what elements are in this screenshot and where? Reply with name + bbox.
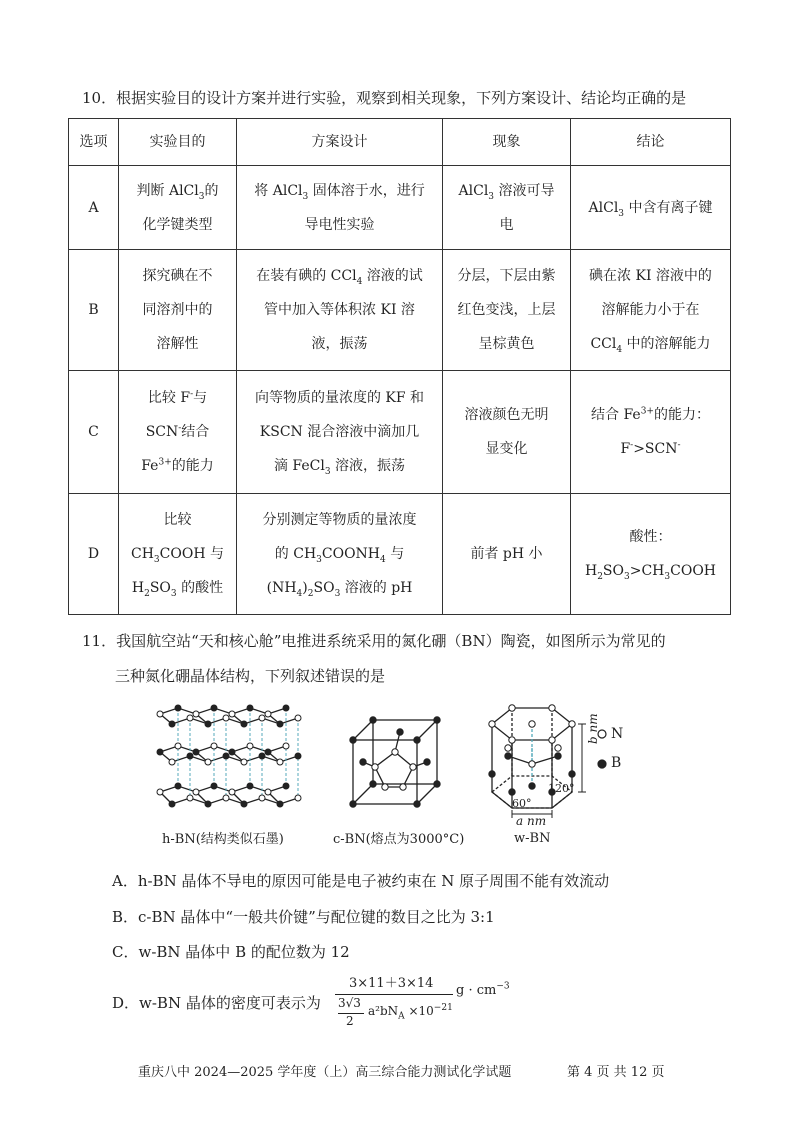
cell-option: A xyxy=(69,166,119,250)
header-conclusion: 结论 xyxy=(571,119,731,166)
formula-numerator: 3×11＋3×14 xyxy=(349,976,434,991)
formula-coef-den: 2 xyxy=(346,1014,354,1028)
cell-purpose: 比较 F-与 SCN-结合 $Fe^{3+}$的能力 xyxy=(119,371,237,494)
option-c: C．w-BN 晶体中 B 的配位数为 12 xyxy=(112,943,350,961)
experiment-table xyxy=(68,118,731,615)
legend-n-label: N xyxy=(611,726,624,742)
formula-coef-num: 3√3 xyxy=(338,996,361,1010)
cell-conclusion: AlCl$_3$ 中含有离子键 xyxy=(571,166,731,250)
footer-page-number: 第 4 页 共 12 页 xyxy=(567,1065,665,1080)
cell-design: 将 AlCl$_3$ 固体溶于水，进行 导电性实验 xyxy=(237,166,443,250)
table-row xyxy=(69,166,731,250)
cell-phenomenon: AlCl$_3$ 溶液可导 电 xyxy=(443,166,571,250)
cell-phenomenon: 前者 pH 小 xyxy=(443,494,571,615)
table-row xyxy=(69,494,731,615)
cbn-caption: c-BN(熔点为3000°C) xyxy=(333,832,465,847)
header-design: 方案设计 xyxy=(237,119,443,166)
wbn-angle-120: 120° xyxy=(548,782,575,795)
question-11-subtitle: 三种氮化硼晶体结构，下列叙述错误的是 xyxy=(115,667,386,685)
wbn-angle-60: 60° xyxy=(512,797,532,810)
option-b: B．c-BN 晶体中“一般共价键”与配位键的数目之比为 3:1 xyxy=(112,908,495,926)
legend-b-label: B xyxy=(611,755,622,771)
table-row xyxy=(69,371,731,494)
cell-purpose: 判断 AlCl$_3$的 化学键类型 xyxy=(119,166,237,250)
table-row xyxy=(69,250,731,371)
wbn-a-length: a nm xyxy=(516,814,547,828)
cell-design: 分别测定等物质的量浓度 的 $CH_3COONH_4$ 与 $(NH_4)_2SO_3$ 溶液的 pH xyxy=(237,494,443,615)
cell-option: D xyxy=(69,494,119,615)
cell-phenomenon: 溶液颜色无明 显变化 xyxy=(443,371,571,494)
table-header-row xyxy=(69,119,731,166)
cbn-structure-diagram xyxy=(345,712,445,812)
formula-unit: $g \cdot cm^{-3}$ xyxy=(456,981,510,998)
option-d: D．w-BN 晶体的密度可表示为 xyxy=(112,994,321,1012)
question-10-title: 10．根据实验目的设计方案并进行实验，观察到相关现象，下列方案设计、结论均正确的是 xyxy=(82,89,687,107)
cell-option: C xyxy=(69,371,119,494)
header-purpose: 实验目的 xyxy=(119,119,237,166)
cell-design: 向等物质的量浓度的 KF 和 KSCN 混合溶液中滴加几 滴 FeCl$_3$ 溶液，振荡 xyxy=(237,371,443,494)
header-option: 选项 xyxy=(69,119,119,166)
legend-b-marker xyxy=(598,760,606,768)
hbn-layer-top xyxy=(160,708,298,724)
cell-conclusion: 结合 $Fe^{3+}$的能力： F->SCN- xyxy=(571,371,731,494)
hbn-layer-bottom xyxy=(160,786,298,804)
cell-option: B xyxy=(69,250,119,371)
cell-phenomenon: 分层，下层由紫 红色变浅，上层 呈棕黄色 xyxy=(443,250,571,371)
wbn-caption: w-BN xyxy=(514,831,551,846)
cell-purpose: 比较 $CH_3COOH$ 与 $H_2SO_3$ 的酸性 xyxy=(119,494,237,615)
footer-exam-title: 重庆八中 2024—2025 学年度（上）高三综合能力测试化学试题 xyxy=(138,1065,512,1080)
option-a: A．h-BN 晶体不导电的原因可能是电子被约束在 N 原子周围不能有效流动 xyxy=(112,872,610,890)
wbn-b-length: b nm xyxy=(586,713,600,744)
header-phenomenon: 现象 xyxy=(443,119,571,166)
hbn-caption: h-BN(结构类似石墨) xyxy=(162,832,284,847)
hbn-structure-diagram xyxy=(150,700,310,830)
formula-denominator: $a^2bN_A \times 10^{-21}$ xyxy=(368,1003,453,1022)
formula-fraction-bar xyxy=(335,994,453,995)
hbn-layer-middle xyxy=(160,746,298,762)
cell-conclusion: 碘在浓 KI 溶液中的 溶解能力小于在 CCl$_4$ 中的溶解能力 xyxy=(571,250,731,371)
question-11-title: 11．我国航空站“天和核心舱”电推进系统采用的氮化硼（BN）陶瓷，如图所示为常见的 xyxy=(82,632,666,650)
cell-design: 在装有碘的 CCl$_4$ 溶液的试 管中加入等体积浓 KI 溶 液，振荡 xyxy=(237,250,443,371)
cell-purpose: 探究碘在不 同溶剂中的 溶解性 xyxy=(119,250,237,371)
cell-conclusion: 酸性： $H_2SO_3>CH_3COOH$ xyxy=(571,494,731,615)
